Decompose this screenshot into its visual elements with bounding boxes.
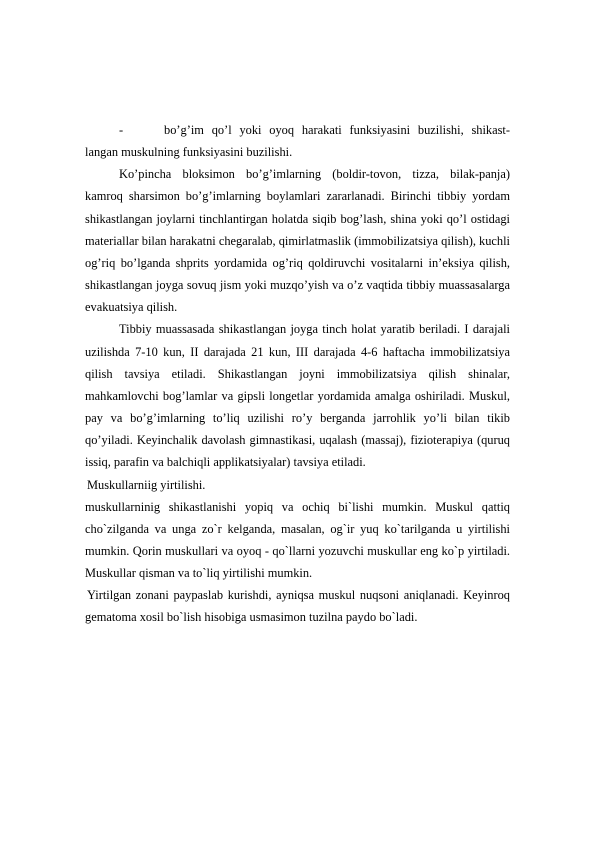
bullet-text: bo’g’im qo’l yoki oyoq harakati funksiyasini buzilishi, shikast-langan muskulning funksiyasini buzilishi.: [85, 123, 510, 160]
bullet-item: [85, 119, 510, 163]
paragraph-medical-treatment: Tibbiy muassasada shikastlangan joyga tinch holat yaratib beriladi. I darajali uzilishda 7-10 kun, II darajada 21 kun, III darajada 4-6 haftacha immobilizatsiya qilish tavsiya etiladi. Shikastlangan joyni immobilizatsiya qilish shinalar, mahkamlovchi bog’lamlar va gipsli longetlar yordamida amalga oshiriladi. Muskul, pay va bo’g’imlarning to’liq uzilishi ro’y berganda jarrohlik yo’li bilan tikib qo’yiladi. Keyinchalik davolash gimnastikasi, uqalash (massaj), fizioterapiya (quruq issiq, parafin va balchiqli applikatsiyalar) tavsiya etiladi.: [85, 322, 510, 470]
paragraph-muscle-tear-signs: Yirtilgan zonani paypaslab kurishdi, ayniqsa muskul nuqsoni aniqlanadi. Keyinroq gematoma xosil bo`lish hisobiga usmasimon tuzilna paydo bo`ladi.: [85, 588, 510, 625]
paragraph-sprains-first-aid: Ko’pincha bloksimon bo’g’imlarning (boldir-tovon, tizza, bilak-panja) kamroq sharsimon bo’g’imlarning boylamlari zararlanadi. Birinchi tibbiy yordam shikastlangan joylarni tinchlantirgan holatda siqib bog’lash, shina yoki qo’l ostidagi materiallar bilan harakatni chegaralab, qimirlatmaslik (immobilizatsiya qilish), kuchli og’riq bo’lganda shprits yordamida og’riq qoldiruvchi vositalarni in’eksiya qilish, shikastlangan joyga sovuq jism yoki muzqo’yish va o’z vaqtida tibbiy muassasalarga evakuatsiya qilish.: [85, 167, 510, 315]
paragraph-muscle-injury: muskullarninig shikastlanishi yopiq va ochiq bi`lishi mumkin. Muskul qattiq cho`zilganda va unga zo`r kelganda, masalan, og`ir yuq ko`tarilganda u yirtilishi mumkin. Qorin muskullari va oyoq - qo`llarni yozuvchi muskullar eng ko`p yirtiladi. Muskullar qisman va to`liq yirtilishi mumkin.: [85, 499, 510, 581]
document-body: [85, 119, 510, 629]
bullet-marker: -: [119, 123, 124, 137]
section-heading: Muskullarniig yirtilishi.: [87, 477, 206, 492]
